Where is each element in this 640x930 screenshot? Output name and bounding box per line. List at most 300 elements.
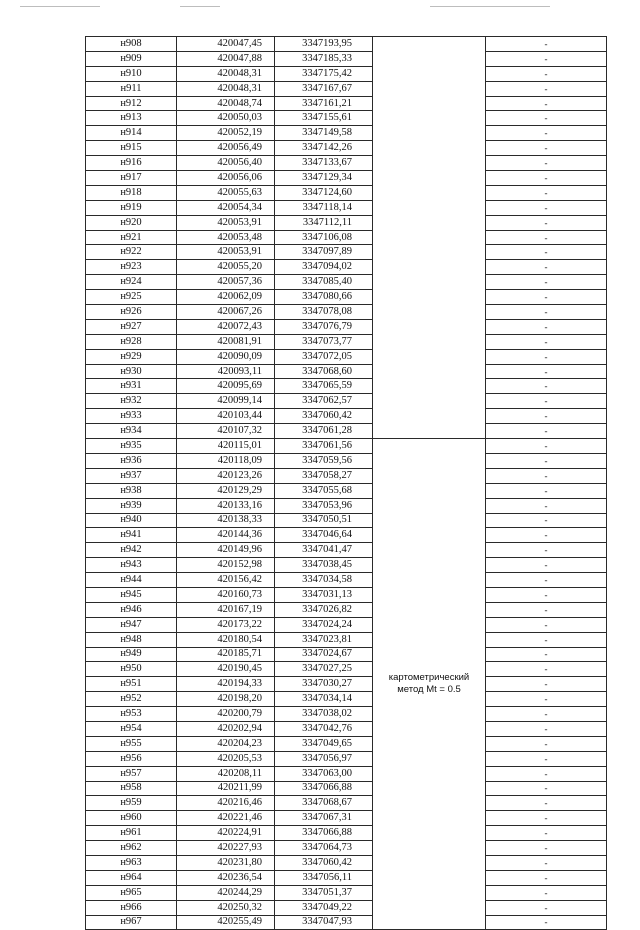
x-coordinate-cell: 420052,19 xyxy=(177,126,275,141)
scan-artifact xyxy=(430,6,550,7)
table-row xyxy=(86,796,607,811)
point-name-cell: н913 xyxy=(86,111,177,126)
point-name-cell: н927 xyxy=(86,319,177,334)
point-name-cell: н912 xyxy=(86,96,177,111)
y-coordinate-cell: 3347056,97 xyxy=(275,751,373,766)
table-row xyxy=(86,319,607,334)
method-cell-empty xyxy=(373,37,486,439)
x-coordinate-cell: 420055,63 xyxy=(177,185,275,200)
point-name-cell: н911 xyxy=(86,81,177,96)
table-row xyxy=(86,766,607,781)
table-row xyxy=(86,275,607,290)
x-coordinate-cell: 420208,11 xyxy=(177,766,275,781)
point-name-cell: н964 xyxy=(86,870,177,885)
y-coordinate-cell: 3347067,31 xyxy=(275,811,373,826)
note-cell: - xyxy=(486,37,607,52)
note-cell: - xyxy=(486,334,607,349)
note-cell: - xyxy=(486,811,607,826)
note-cell: - xyxy=(486,602,607,617)
table-row xyxy=(86,602,607,617)
x-coordinate-cell: 420050,03 xyxy=(177,111,275,126)
y-coordinate-cell: 3347038,02 xyxy=(275,707,373,722)
table-row xyxy=(86,81,607,96)
table-row xyxy=(86,811,607,826)
note-cell: - xyxy=(486,200,607,215)
point-name-cell: н967 xyxy=(86,915,177,930)
note-cell: - xyxy=(486,513,607,528)
table-row xyxy=(86,290,607,305)
note-cell: - xyxy=(486,855,607,870)
x-coordinate-cell: 420054,34 xyxy=(177,200,275,215)
note-cell: - xyxy=(486,721,607,736)
note-cell: - xyxy=(486,439,607,454)
x-coordinate-cell: 420160,73 xyxy=(177,587,275,602)
y-coordinate-cell: 3347049,22 xyxy=(275,900,373,915)
note-cell: - xyxy=(486,781,607,796)
note-cell: - xyxy=(486,662,607,677)
note-cell: - xyxy=(486,647,607,662)
table-row xyxy=(86,349,607,364)
note-cell: - xyxy=(486,394,607,409)
x-coordinate-cell: 420048,31 xyxy=(177,81,275,96)
point-name-cell: н955 xyxy=(86,736,177,751)
table-row xyxy=(86,841,607,856)
table-row xyxy=(86,781,607,796)
point-name-cell: н950 xyxy=(86,662,177,677)
y-coordinate-cell: 3347046,64 xyxy=(275,528,373,543)
point-name-cell: н919 xyxy=(86,200,177,215)
y-coordinate-cell: 3347034,58 xyxy=(275,573,373,588)
x-coordinate-cell: 420204,23 xyxy=(177,736,275,751)
note-cell: - xyxy=(486,677,607,692)
x-coordinate-cell: 420244,29 xyxy=(177,885,275,900)
note-cell: - xyxy=(486,275,607,290)
y-coordinate-cell: 3347027,25 xyxy=(275,662,373,677)
point-name-cell: н956 xyxy=(86,751,177,766)
x-coordinate-cell: 420216,46 xyxy=(177,796,275,811)
table-row xyxy=(86,662,607,677)
y-coordinate-cell: 3347175,42 xyxy=(275,66,373,81)
point-name-cell: н946 xyxy=(86,602,177,617)
table-row xyxy=(86,736,607,751)
x-coordinate-cell: 420211,99 xyxy=(177,781,275,796)
point-name-cell: н959 xyxy=(86,796,177,811)
y-coordinate-cell: 3347042,76 xyxy=(275,721,373,736)
point-name-cell: н944 xyxy=(86,573,177,588)
x-coordinate-cell: 420185,71 xyxy=(177,647,275,662)
table-row xyxy=(86,677,607,692)
note-cell: - xyxy=(486,156,607,171)
table-row xyxy=(86,528,607,543)
x-coordinate-cell: 420090,09 xyxy=(177,349,275,364)
note-cell: - xyxy=(486,468,607,483)
note-cell: - xyxy=(486,215,607,230)
note-cell: - xyxy=(486,51,607,66)
point-name-cell: н954 xyxy=(86,721,177,736)
point-name-cell: н928 xyxy=(86,334,177,349)
table-row xyxy=(86,513,607,528)
note-cell: - xyxy=(486,319,607,334)
point-name-cell: н941 xyxy=(86,528,177,543)
table-row xyxy=(86,707,607,722)
point-name-cell: н925 xyxy=(86,290,177,305)
point-name-cell: н933 xyxy=(86,409,177,424)
y-coordinate-cell: 3347155,61 xyxy=(275,111,373,126)
y-coordinate-cell: 3347072,05 xyxy=(275,349,373,364)
note-cell: - xyxy=(486,900,607,915)
table-row xyxy=(86,617,607,632)
y-coordinate-cell: 3347056,11 xyxy=(275,870,373,885)
y-coordinate-cell: 3347094,02 xyxy=(275,260,373,275)
y-coordinate-cell: 3347068,67 xyxy=(275,796,373,811)
x-coordinate-cell: 420173,22 xyxy=(177,617,275,632)
x-coordinate-cell: 420194,33 xyxy=(177,677,275,692)
y-coordinate-cell: 3347066,88 xyxy=(275,781,373,796)
point-name-cell: н961 xyxy=(86,826,177,841)
y-coordinate-cell: 3347024,67 xyxy=(275,647,373,662)
x-coordinate-cell: 420081,91 xyxy=(177,334,275,349)
point-name-cell: н909 xyxy=(86,51,177,66)
y-coordinate-cell: 3347049,65 xyxy=(275,736,373,751)
x-coordinate-cell: 420227,93 xyxy=(177,841,275,856)
x-coordinate-cell: 420180,54 xyxy=(177,632,275,647)
point-name-cell: н943 xyxy=(86,558,177,573)
table-row xyxy=(86,230,607,245)
y-coordinate-cell: 3347097,89 xyxy=(275,245,373,260)
y-coordinate-cell: 3347078,08 xyxy=(275,305,373,320)
x-coordinate-cell: 420048,31 xyxy=(177,66,275,81)
y-coordinate-cell: 3347076,79 xyxy=(275,319,373,334)
x-coordinate-cell: 420115,01 xyxy=(177,439,275,454)
x-coordinate-cell: 420224,91 xyxy=(177,826,275,841)
note-cell: - xyxy=(486,66,607,81)
table-row xyxy=(86,379,607,394)
point-name-cell: н922 xyxy=(86,245,177,260)
scan-artifact xyxy=(180,6,220,7)
point-name-cell: н940 xyxy=(86,513,177,528)
table-row xyxy=(86,439,607,454)
note-cell: - xyxy=(486,453,607,468)
point-name-cell: н934 xyxy=(86,424,177,439)
x-coordinate-cell: 420072,43 xyxy=(177,319,275,334)
y-coordinate-cell: 3347024,24 xyxy=(275,617,373,632)
point-name-cell: н953 xyxy=(86,707,177,722)
table-row xyxy=(86,558,607,573)
y-coordinate-cell: 3347055,68 xyxy=(275,483,373,498)
note-cell: - xyxy=(486,171,607,186)
x-coordinate-cell: 420053,48 xyxy=(177,230,275,245)
table-row xyxy=(86,66,607,81)
table-row xyxy=(86,424,607,439)
point-name-cell: н958 xyxy=(86,781,177,796)
point-name-cell: н930 xyxy=(86,364,177,379)
y-coordinate-cell: 3347041,47 xyxy=(275,543,373,558)
note-cell: - xyxy=(486,290,607,305)
y-coordinate-cell: 3347063,00 xyxy=(275,766,373,781)
point-name-cell: н915 xyxy=(86,141,177,156)
point-name-cell: н908 xyxy=(86,37,177,52)
note-cell: - xyxy=(486,558,607,573)
x-coordinate-cell: 420144,36 xyxy=(177,528,275,543)
y-coordinate-cell: 3347031,13 xyxy=(275,587,373,602)
y-coordinate-cell: 3347023,81 xyxy=(275,632,373,647)
y-coordinate-cell: 3347059,56 xyxy=(275,453,373,468)
note-cell: - xyxy=(486,349,607,364)
x-coordinate-cell: 420095,69 xyxy=(177,379,275,394)
table-row xyxy=(86,498,607,513)
x-coordinate-cell: 420255,49 xyxy=(177,915,275,930)
y-coordinate-cell: 3347060,42 xyxy=(275,855,373,870)
point-name-cell: н957 xyxy=(86,766,177,781)
note-cell: - xyxy=(486,692,607,707)
table-row xyxy=(86,334,607,349)
x-coordinate-cell: 420057,36 xyxy=(177,275,275,290)
x-coordinate-cell: 420053,91 xyxy=(177,245,275,260)
point-name-cell: н918 xyxy=(86,185,177,200)
point-name-cell: н965 xyxy=(86,885,177,900)
table-row xyxy=(86,141,607,156)
note-cell: - xyxy=(486,796,607,811)
table-row xyxy=(86,185,607,200)
x-coordinate-cell: 420053,91 xyxy=(177,215,275,230)
point-name-cell: н936 xyxy=(86,453,177,468)
x-coordinate-cell: 420118,09 xyxy=(177,453,275,468)
x-coordinate-cell: 420103,44 xyxy=(177,409,275,424)
table-row xyxy=(86,171,607,186)
point-name-cell: н914 xyxy=(86,126,177,141)
x-coordinate-cell: 420056,40 xyxy=(177,156,275,171)
x-coordinate-cell: 420055,20 xyxy=(177,260,275,275)
table-row xyxy=(86,632,607,647)
y-coordinate-cell: 3347061,56 xyxy=(275,439,373,454)
point-name-cell: н923 xyxy=(86,260,177,275)
point-name-cell: н932 xyxy=(86,394,177,409)
point-name-cell: н916 xyxy=(86,156,177,171)
x-coordinate-cell: 420133,16 xyxy=(177,498,275,513)
note-cell: - xyxy=(486,587,607,602)
note-cell: - xyxy=(486,841,607,856)
table-row xyxy=(86,51,607,66)
table-row xyxy=(86,200,607,215)
point-name-cell: н966 xyxy=(86,900,177,915)
x-coordinate-cell: 420056,06 xyxy=(177,171,275,186)
note-cell: - xyxy=(486,736,607,751)
note-cell: - xyxy=(486,915,607,930)
note-cell: - xyxy=(486,305,607,320)
point-name-cell: н929 xyxy=(86,349,177,364)
y-coordinate-cell: 3347118,14 xyxy=(275,200,373,215)
note-cell: - xyxy=(486,81,607,96)
point-name-cell: н962 xyxy=(86,841,177,856)
x-coordinate-cell: 420062,09 xyxy=(177,290,275,305)
note-cell: - xyxy=(486,885,607,900)
y-coordinate-cell: 3347080,66 xyxy=(275,290,373,305)
table-row xyxy=(86,915,607,930)
y-coordinate-cell: 3347066,88 xyxy=(275,826,373,841)
y-coordinate-cell: 3347133,67 xyxy=(275,156,373,171)
point-name-cell: н939 xyxy=(86,498,177,513)
y-coordinate-cell: 3347124,60 xyxy=(275,185,373,200)
table-row xyxy=(86,587,607,602)
note-cell: - xyxy=(486,826,607,841)
point-name-cell: н931 xyxy=(86,379,177,394)
x-coordinate-cell: 420149,96 xyxy=(177,543,275,558)
table-row xyxy=(86,409,607,424)
table-row xyxy=(86,647,607,662)
table-row xyxy=(86,900,607,915)
point-name-cell: н920 xyxy=(86,215,177,230)
note-cell: - xyxy=(486,617,607,632)
table-row xyxy=(86,305,607,320)
x-coordinate-cell: 420200,79 xyxy=(177,707,275,722)
x-coordinate-cell: 420205,53 xyxy=(177,751,275,766)
x-coordinate-cell: 420093,11 xyxy=(177,364,275,379)
y-coordinate-cell: 3347034,14 xyxy=(275,692,373,707)
point-name-cell: н951 xyxy=(86,677,177,692)
x-coordinate-cell: 420123,26 xyxy=(177,468,275,483)
note-cell: - xyxy=(486,364,607,379)
x-coordinate-cell: 420190,45 xyxy=(177,662,275,677)
note-cell: - xyxy=(486,543,607,558)
table-row xyxy=(86,573,607,588)
x-coordinate-cell: 420048,74 xyxy=(177,96,275,111)
y-coordinate-cell: 3347149,58 xyxy=(275,126,373,141)
table-row xyxy=(86,721,607,736)
note-cell: - xyxy=(486,409,607,424)
x-coordinate-cell: 420198,20 xyxy=(177,692,275,707)
point-name-cell: н948 xyxy=(86,632,177,647)
note-cell: - xyxy=(486,141,607,156)
y-coordinate-cell: 3347030,27 xyxy=(275,677,373,692)
y-coordinate-cell: 3347085,40 xyxy=(275,275,373,290)
x-coordinate-cell: 420107,32 xyxy=(177,424,275,439)
y-coordinate-cell: 3347193,95 xyxy=(275,37,373,52)
x-coordinate-cell: 420067,26 xyxy=(177,305,275,320)
y-coordinate-cell: 3347142,26 xyxy=(275,141,373,156)
point-name-cell: н963 xyxy=(86,855,177,870)
table-row xyxy=(86,364,607,379)
y-coordinate-cell: 3347050,51 xyxy=(275,513,373,528)
y-coordinate-cell: 3347053,96 xyxy=(275,498,373,513)
note-cell: - xyxy=(486,111,607,126)
table-row xyxy=(86,468,607,483)
point-name-cell: н910 xyxy=(86,66,177,81)
table-row xyxy=(86,543,607,558)
point-name-cell: н942 xyxy=(86,543,177,558)
table-row xyxy=(86,885,607,900)
x-coordinate-cell: 420250,32 xyxy=(177,900,275,915)
point-name-cell: н926 xyxy=(86,305,177,320)
coordinates-table-body xyxy=(86,37,607,930)
table-row xyxy=(86,126,607,141)
y-coordinate-cell: 3347161,21 xyxy=(275,96,373,111)
note-cell: - xyxy=(486,379,607,394)
table-row xyxy=(86,37,607,52)
note-cell: - xyxy=(486,260,607,275)
y-coordinate-cell: 3347047,93 xyxy=(275,915,373,930)
x-coordinate-cell: 420047,45 xyxy=(177,37,275,52)
method-cell: картометрический метод Mt = 0.5 xyxy=(373,439,486,930)
table-row xyxy=(86,855,607,870)
note-cell: - xyxy=(486,632,607,647)
y-coordinate-cell: 3347064,73 xyxy=(275,841,373,856)
x-coordinate-cell: 420129,29 xyxy=(177,483,275,498)
x-coordinate-cell: 420202,94 xyxy=(177,721,275,736)
table-row xyxy=(86,215,607,230)
table-row xyxy=(86,96,607,111)
point-name-cell: н924 xyxy=(86,275,177,290)
x-coordinate-cell: 420099,14 xyxy=(177,394,275,409)
note-cell: - xyxy=(486,424,607,439)
table-row xyxy=(86,245,607,260)
table-row xyxy=(86,156,607,171)
y-coordinate-cell: 3347185,33 xyxy=(275,51,373,66)
point-name-cell: н960 xyxy=(86,811,177,826)
note-cell: - xyxy=(486,185,607,200)
x-coordinate-cell: 420056,49 xyxy=(177,141,275,156)
y-coordinate-cell: 3347058,27 xyxy=(275,468,373,483)
note-cell: - xyxy=(486,573,607,588)
y-coordinate-cell: 3347061,28 xyxy=(275,424,373,439)
y-coordinate-cell: 3347060,42 xyxy=(275,409,373,424)
x-coordinate-cell: 420152,98 xyxy=(177,558,275,573)
scan-artifact xyxy=(20,6,100,7)
x-coordinate-cell: 420236,54 xyxy=(177,870,275,885)
y-coordinate-cell: 3347073,77 xyxy=(275,334,373,349)
y-coordinate-cell: 3347062,57 xyxy=(275,394,373,409)
x-coordinate-cell: 420167,19 xyxy=(177,602,275,617)
point-name-cell: н938 xyxy=(86,483,177,498)
table-row xyxy=(86,453,607,468)
point-name-cell: н952 xyxy=(86,692,177,707)
note-cell: - xyxy=(486,245,607,260)
y-coordinate-cell: 3347167,67 xyxy=(275,81,373,96)
note-cell: - xyxy=(486,483,607,498)
table-row xyxy=(86,111,607,126)
point-name-cell: н949 xyxy=(86,647,177,662)
y-coordinate-cell: 3347106,08 xyxy=(275,230,373,245)
coordinates-table xyxy=(85,36,607,930)
y-coordinate-cell: 3347026,82 xyxy=(275,602,373,617)
note-cell: - xyxy=(486,230,607,245)
note-cell: - xyxy=(486,870,607,885)
y-coordinate-cell: 3347129,34 xyxy=(275,171,373,186)
point-name-cell: н937 xyxy=(86,468,177,483)
note-cell: - xyxy=(486,707,607,722)
x-coordinate-cell: 420047,88 xyxy=(177,51,275,66)
table-row xyxy=(86,751,607,766)
table-row xyxy=(86,692,607,707)
y-coordinate-cell: 3347038,45 xyxy=(275,558,373,573)
table-row xyxy=(86,826,607,841)
note-cell: - xyxy=(486,96,607,111)
note-cell: - xyxy=(486,498,607,513)
table-row xyxy=(86,483,607,498)
point-name-cell: н947 xyxy=(86,617,177,632)
y-coordinate-cell: 3347065,59 xyxy=(275,379,373,394)
y-coordinate-cell: 3347068,60 xyxy=(275,364,373,379)
point-name-cell: н945 xyxy=(86,587,177,602)
x-coordinate-cell: 420231,80 xyxy=(177,855,275,870)
note-cell: - xyxy=(486,528,607,543)
x-coordinate-cell: 420221,46 xyxy=(177,811,275,826)
x-coordinate-cell: 420156,42 xyxy=(177,573,275,588)
note-cell: - xyxy=(486,751,607,766)
point-name-cell: н935 xyxy=(86,439,177,454)
note-cell: - xyxy=(486,766,607,781)
y-coordinate-cell: 3347051,37 xyxy=(275,885,373,900)
table-row xyxy=(86,870,607,885)
